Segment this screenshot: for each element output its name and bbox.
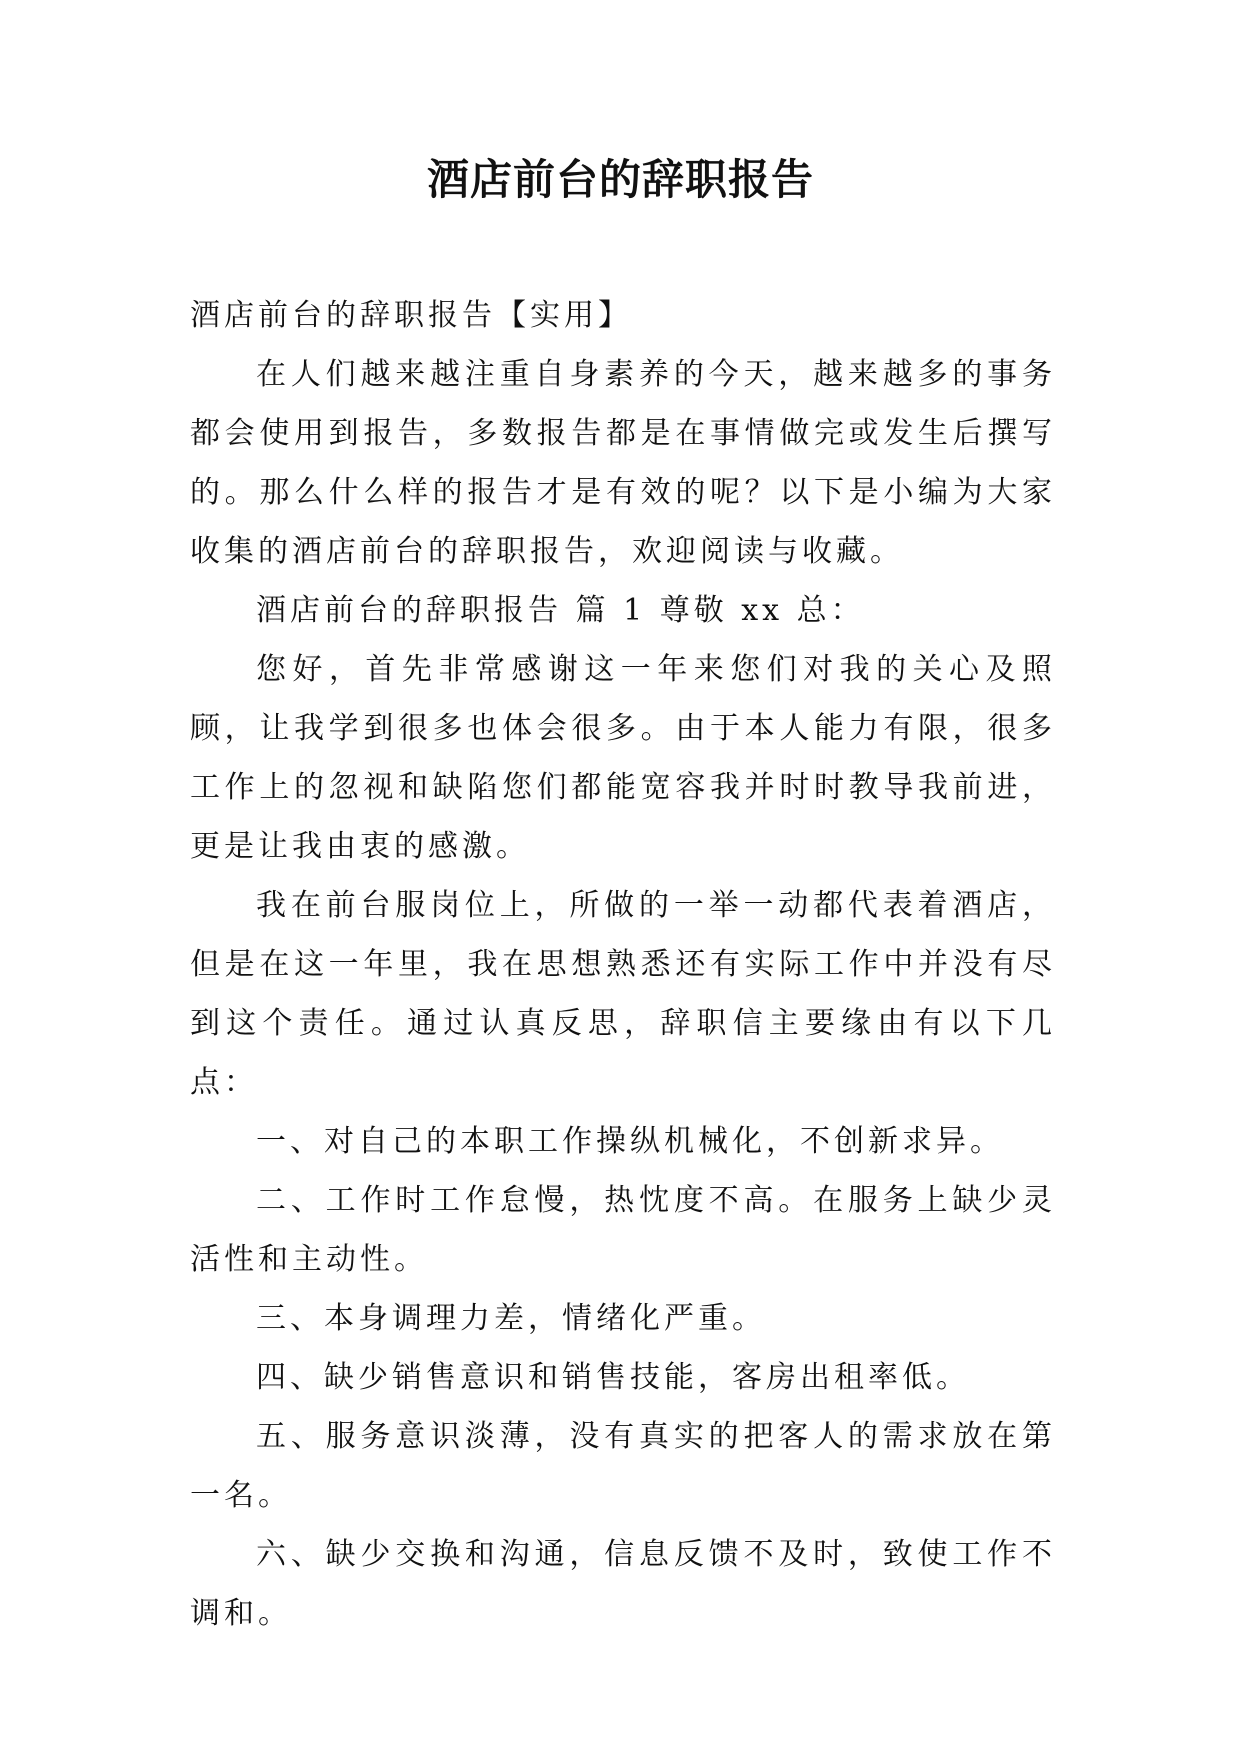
paragraph-greeting: 您好，首先非常感谢这一年来您们对我的关心及照顾，让我学到很多也体会很多。由于本人能力有限，很多工作上的忽视和缺陷您们都能宽容我并时时教导我前进，更是让我由衷的感激。 <box>190 652 1056 864</box>
list-item-reason-1: 一、对自己的本职工作操纵机械化，不创新求异。 <box>256 1124 1004 1159</box>
list-item-reason-2: 二、工作时工作怠慢，热忱度不高。在服务上缺少灵活性和主动性。 <box>190 1183 1056 1277</box>
paragraph-salutation: 酒店前台的辞职报告 篇 1 尊敬 xx 总： <box>256 593 865 628</box>
page-title: 酒店前台的辞职报告 <box>426 155 814 204</box>
document-subtitle: 酒店前台的辞职报告【实用】 <box>190 298 632 333</box>
paragraph-reasons-intro: 我在前台服岗位上，所做的一举一动都代表着酒店，但是在这一年里，我在思想熟悉还有实际工作中并没有尽到这个责任。通过认真反思，辞职信主要缘由有以下几点： <box>190 888 1056 1100</box>
list-item-reason-3: 三、本身调理力差，情绪化严重。 <box>256 1301 766 1336</box>
list-item-reason-4: 四、缺少销售意识和销售技能，客房出租率低。 <box>256 1360 970 1395</box>
paragraph-intro: 在人们越来越注重自身素养的今天，越来越多的事务都会使用到报告，多数报告都是在事情做完或发生后撰写的。那么什么样的报告才是有效的呢？以下是小编为大家收集的酒店前台的辞职报告，欢迎阅读与收藏。 <box>190 357 1056 569</box>
list-item-reason-5: 五、服务意识淡薄，没有真实的把客人的需求放在第一名。 <box>190 1419 1056 1513</box>
document-body <box>190 286 1056 1643</box>
list-item-reason-6: 六、缺少交换和沟通，信息反馈不及时，致使工作不调和。 <box>190 1537 1056 1631</box>
